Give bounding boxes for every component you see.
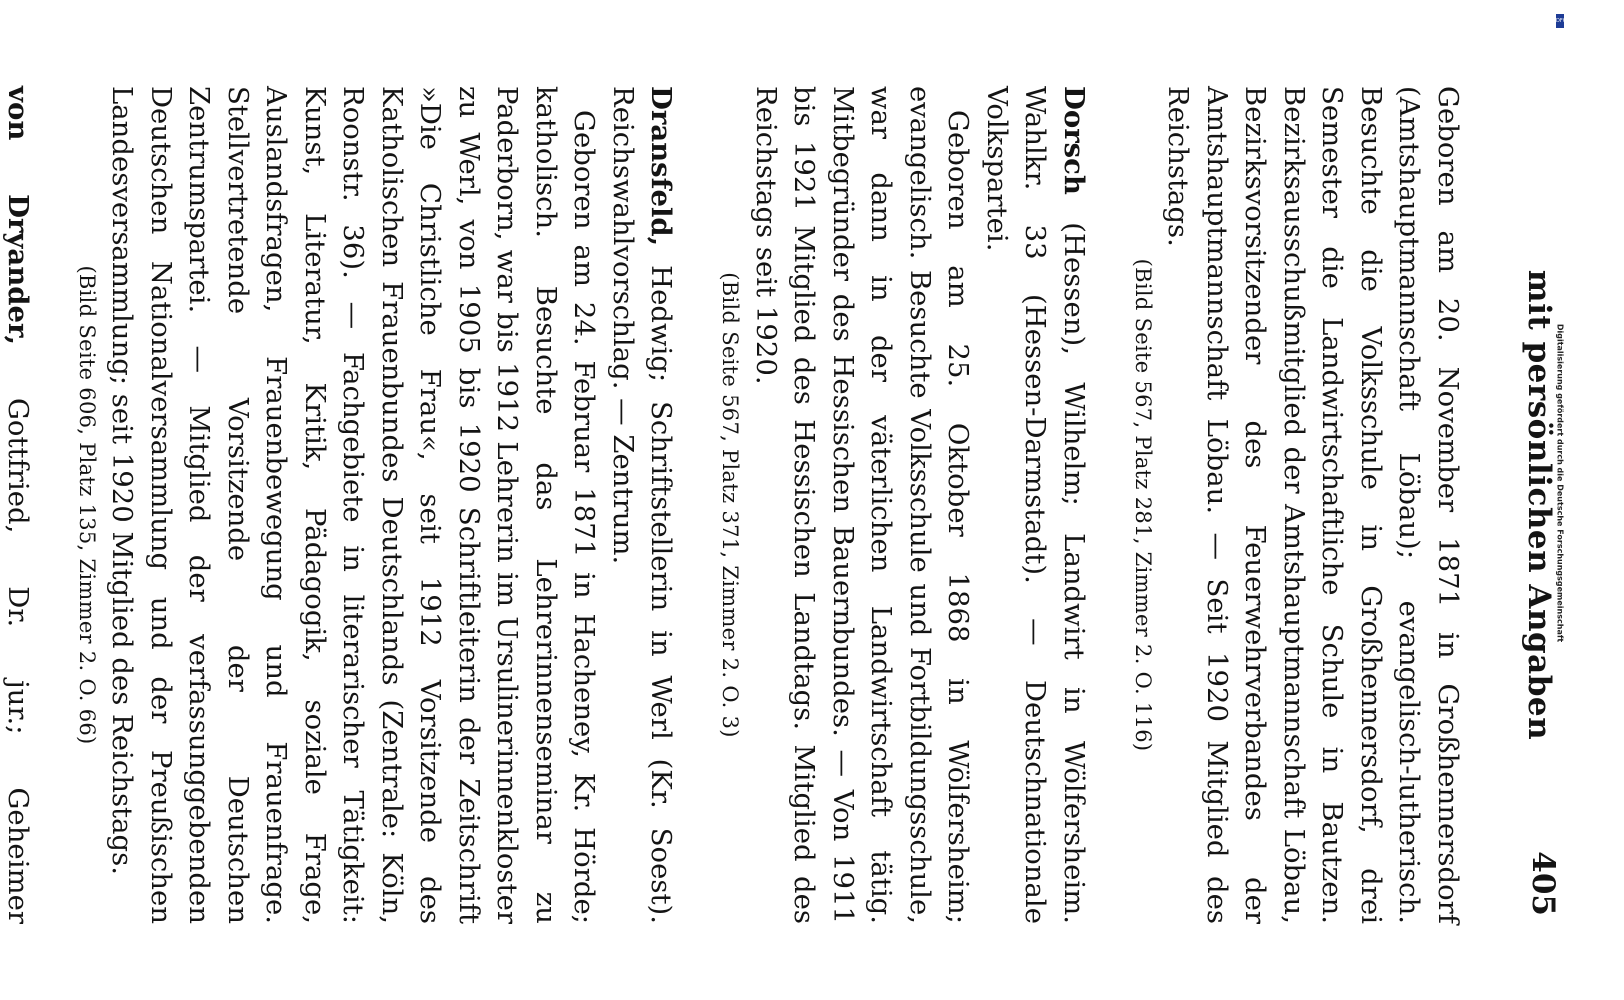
rotated-document-page	[2, 20, 1597, 980]
entry-paragraph: Geboren am 24. Februar 1871 in Hacheney, Kr. Hörde; katholisch. Besuchte das Lehrerinnenseminar zu Paderborn, war bis 1912 Lehrerin im Ursulinerinnenkloster zu Werl, von 1905 bis 1920 Schriftleiterin der Zeitschrift »Die Christliche Frau«, seit 1912 Vorsitzende des Katholischen Frauenbundes Deutschlands (Zentrale: Köln, Roonstr. 36). — Fachgebiete in literarischer Tätigkeit: Kunst, Literatur, Kritik, Pädagogik, soziale Frage, Auslandsfragen, Frauenbewegung und Frauenfrage. Stellvertretende Vorsitzende der Deutschen Zentrumspartei. — Mitglied der verfassunggebenden Deutschen Nationalversammlung und der Preußischen Landesversammlung; seit 1920 Mitglied des Reichstags.	[106, 86, 601, 924]
biography-entry-dorsch	[719, 86, 1094, 924]
biography-entry-1	[1131, 86, 1467, 924]
biography-entry-dryander	[0, 86, 37, 924]
digitization-notice-text: Digitalisierung gefördert durch die Deutsche Forschungsgemeinschaft	[1555, 323, 1565, 643]
entry-heading	[0, 86, 37, 924]
entry-heading	[978, 86, 1094, 924]
entry-paragraph: Geboren am 20. November 1871 in Großhennersdorf (Amtshauptmannschaft Löbau); evangelisch-lutherisch. Besuchte die Volksschule in Großhennersdorf, drei Semester die Landwirtschaftliche Schule in Bautzen. Bezirksausschußmitglied der Amtshauptmannschaft Löbau, Bezirksvorsitzender des Feuerwehrverbandes der Amtshauptmannschaft Löbau. — Seit 1920 Mitglied des Reichstags.	[1162, 86, 1464, 924]
picture-reference: (Bild Seite 606, Platz 135, Zimmer 2. O. 66)	[75, 265, 99, 745]
biography-entry-dransfeld	[75, 86, 681, 924]
entry-heading	[604, 86, 681, 924]
entry-heading-text: Gottfried, Dr. jur.; Geheimer	[2, 397, 34, 924]
running-title: mit persönlichen Angaben	[1521, 269, 1557, 741]
entry-name: Dorsch	[1058, 86, 1090, 195]
entry-heading-text: (Hessen), Wilhelm; Landwirt in Wölfersheim. Wahlkr. 33 (Hessen-Darmstadt). — Deutschnationale Volkspartei.	[981, 86, 1090, 924]
entry-paragraph: Geboren am 25. Oktober 1868 in Wölfersheim; evangelisch. Besuchte Volksschule und Fortbildungsschule, war dann in der väterlichen Landwirtschaft tätig. Mitbegründer des Hessischen Bauernbundes. — Von 1911 bis 1921 Mitglied des Hessischen Landtags. Mitglied des Reichstags seit 1920.	[750, 86, 975, 924]
entry-name: von Dryander,	[2, 86, 34, 346]
dfg-logo-icon: DFG	[1556, 14, 1564, 28]
page-number: 405	[1525, 851, 1561, 916]
picture-reference: (Bild Seite 567, Platz 281, Zimmer 2. O. 116)	[1131, 258, 1155, 752]
entry-name: Dransfeld,	[645, 86, 678, 247]
entry-heading-text: Hedwig; Schriftstellerin in Werl (Kr. Soest). Reichswahlvorschlag. — Zentrum.	[607, 86, 678, 924]
digitization-notice	[1555, 8, 1567, 958]
picture-reference: (Bild Seite 567, Platz 371, Zimmer 2. O. 3)	[718, 272, 743, 738]
page-header	[1505, 86, 1575, 924]
